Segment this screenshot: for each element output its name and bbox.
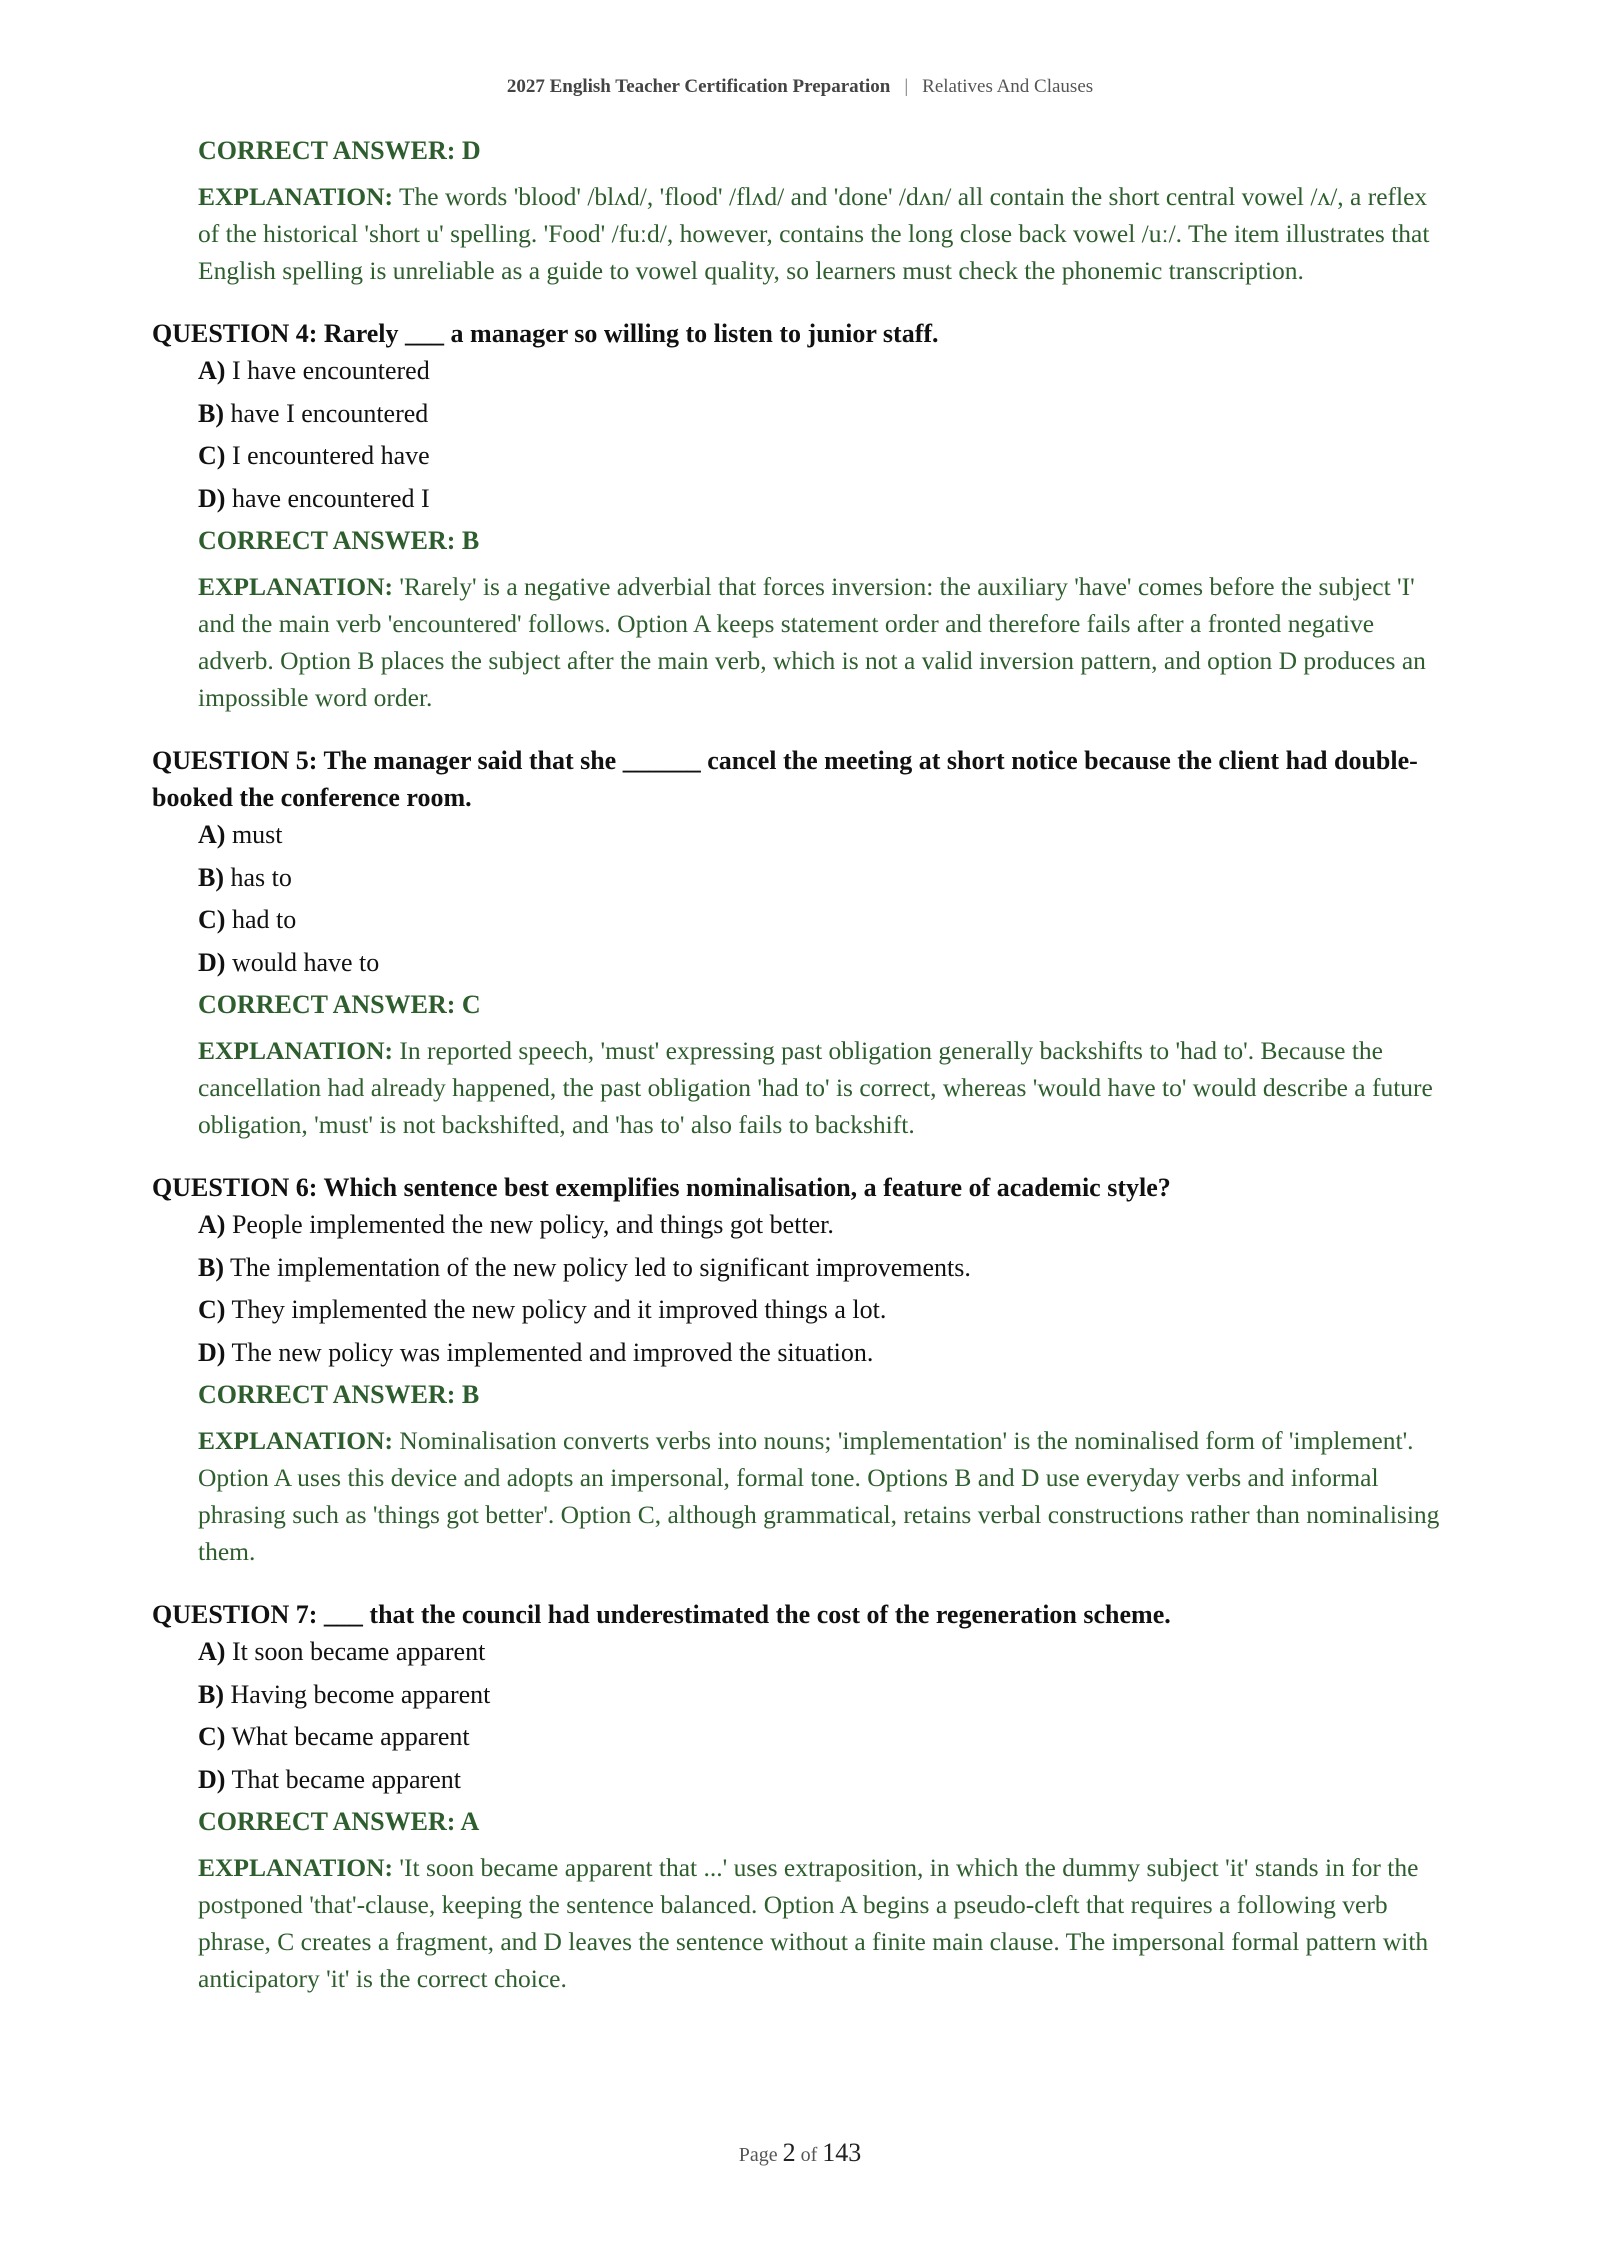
of-label: of	[800, 2144, 818, 2166]
answer-block-question-3	[198, 136, 1452, 289]
option-text: I encountered have	[231, 441, 430, 470]
option-letter: D)	[198, 947, 226, 977]
option-letter: B)	[198, 1679, 224, 1709]
answer-block	[198, 990, 1452, 1143]
question-text: QUESTION 6: Which sentence best exemplifies nominalisation, a feature of academic style?	[152, 1173, 1171, 1202]
explanation-label: EXPLANATION:	[198, 572, 394, 601]
option-text: They implemented the new policy and it improved things a lot.	[231, 1295, 887, 1324]
explanation-label: EXPLANATION:	[198, 1853, 394, 1882]
option-letter: A)	[198, 820, 226, 849]
options-list	[198, 820, 1452, 978]
header-title: 2027 English Teacher Certification Preparation	[506, 76, 891, 97]
option-c	[198, 1722, 1452, 1752]
answer-block	[198, 1807, 1452, 1997]
explanation-text: Nominalisation converts verbs into nouns; 'implementation' is the nominalised form of 'implement'. Option A uses this device and adopts an impersonal, formal tone. Options B and D use everyday verbs and informal phrasing such as 'things got better'. Option C, although grammatical, retains verbal constructions rather than nominalising them.	[198, 1426, 1440, 1566]
options-list	[198, 1637, 1452, 1795]
correct-answer: CORRECT ANSWER: D	[198, 136, 481, 165]
page-footer	[0, 2138, 1600, 2168]
question-7	[152, 1596, 1452, 1997]
option-b	[198, 1253, 1452, 1283]
option-a	[198, 1210, 1452, 1240]
options-list	[198, 356, 1452, 514]
option-letter: D)	[198, 483, 226, 513]
option-a	[198, 820, 1452, 850]
option-text: had to	[231, 905, 297, 934]
correct-answer: CORRECT ANSWER: B	[198, 526, 480, 555]
page-number: 2	[782, 2138, 796, 2167]
option-text: I have encountered	[231, 356, 430, 385]
option-text: People implemented the new policy, and things got better.	[231, 1210, 834, 1239]
correct-answer: CORRECT ANSWER: A	[198, 1807, 480, 1836]
option-b	[198, 863, 1452, 893]
question-text: QUESTION 4: Rarely ___ a manager so willing to listen to junior staff.	[152, 319, 939, 348]
option-text: Having become apparent	[230, 1679, 491, 1709]
option-b	[198, 399, 1452, 429]
question-text: QUESTION 5: The manager said that she ______ cancel the meeting at short notice because the client had double-booked the conference room.	[152, 746, 1418, 812]
option-letter: B)	[198, 862, 224, 892]
option-d	[198, 1765, 1452, 1795]
option-text: That became apparent	[231, 1764, 461, 1794]
explanation	[198, 568, 1452, 716]
correct-answer: CORRECT ANSWER: B	[198, 1380, 480, 1409]
explanation-text: The words 'blood' /blʌd/, 'flood' /flʌd/ and 'done' /dʌn/ all contain the short central vowel /ʌ/, a reflex of the historical 'short u' spelling. 'Food' /fuːd/, however, contains the long close back vowel /uː/. The item illustrates that English spelling is unreliable as a guide to vowel quality, so learners must check the phonemic transcription.	[198, 182, 1430, 285]
page-content	[152, 136, 1452, 1997]
option-letter: C)	[198, 441, 226, 470]
option-letter: A)	[198, 1210, 226, 1239]
option-text: The implementation of the new policy led to significant improvements.	[230, 1252, 971, 1282]
options-list	[198, 1210, 1452, 1368]
option-letter: A)	[198, 356, 226, 385]
explanation-text: 'Rarely' is a negative adverbial that forces inversion: the auxiliary 'have' comes before the subject 'I' and the main verb 'encountered' follows. Option A keeps statement order and therefore fails after a fronted negative adverb. Option B places the subject after the main verb, which is not a valid inversion pattern, and option D produces an impossible word order.	[198, 572, 1426, 712]
explanation-label: EXPLANATION:	[198, 182, 394, 211]
option-letter: D)	[198, 1764, 226, 1794]
explanation-label: EXPLANATION:	[198, 1036, 394, 1065]
option-text: must	[231, 820, 283, 849]
option-letter: B)	[198, 398, 224, 428]
option-a	[198, 1637, 1452, 1667]
total-pages: 143	[822, 2138, 862, 2167]
option-d	[198, 484, 1452, 514]
option-a	[198, 356, 1452, 386]
option-text: have I encountered	[230, 398, 429, 428]
option-d	[198, 948, 1452, 978]
option-letter: C)	[198, 905, 226, 934]
explanation-text: 'It soon became apparent that ...' uses extraposition, in which the dummy subject 'it' stands in for the postponed 'that'-clause, keeping the sentence balanced. Option A begins a pseudo-cleft that requires a following verb phrase, C creates a fragment, and D leaves the sentence without a finite main clause. The impersonal formal pattern with anticipatory 'it' is the correct choice.	[198, 1853, 1429, 1993]
option-c	[198, 905, 1452, 935]
option-text: What became apparent	[231, 1722, 470, 1751]
option-letter: C)	[198, 1295, 226, 1324]
explanation-label: EXPLANATION:	[198, 1426, 394, 1455]
question-4	[152, 315, 1452, 716]
explanation	[198, 1422, 1452, 1570]
option-text: The new policy was implemented and improved the situation.	[231, 1337, 874, 1367]
explanation	[198, 1849, 1452, 1997]
option-c	[198, 441, 1452, 471]
explanation-text: In reported speech, 'must' expressing past obligation generally backshifts to 'had to'. Because the cancellation had already happened, the past obligation 'had to' is correct, whereas 'would have to' would describe a future obligation, 'must' is not backshifted, and 'has to' also fails to backshift.	[198, 1036, 1433, 1139]
explanation	[198, 1032, 1452, 1143]
option-letter: A)	[198, 1637, 226, 1666]
explanation	[198, 178, 1452, 289]
option-text: have encountered I	[231, 483, 430, 513]
answer-block	[198, 1380, 1452, 1570]
question-text: QUESTION 7: ___ that the council had underestimated the cost of the regeneration scheme.	[152, 1600, 1171, 1629]
option-letter: C)	[198, 1722, 226, 1751]
header-separator: |	[904, 76, 909, 97]
option-letter: B)	[198, 1252, 224, 1282]
correct-answer: CORRECT ANSWER: C	[198, 990, 481, 1019]
page-label: Page	[738, 2144, 778, 2166]
option-b	[198, 1680, 1452, 1710]
option-text: has to	[230, 862, 292, 892]
option-text: would have to	[231, 947, 380, 977]
option-text: It soon became apparent	[231, 1637, 486, 1666]
question-6	[152, 1169, 1452, 1570]
question-5	[152, 742, 1452, 1143]
header-section: Relatives And Clauses	[922, 76, 1094, 97]
running-header	[0, 76, 1600, 98]
option-c	[198, 1295, 1452, 1325]
option-d	[198, 1338, 1452, 1368]
option-letter: D)	[198, 1337, 226, 1367]
answer-block	[198, 526, 1452, 716]
